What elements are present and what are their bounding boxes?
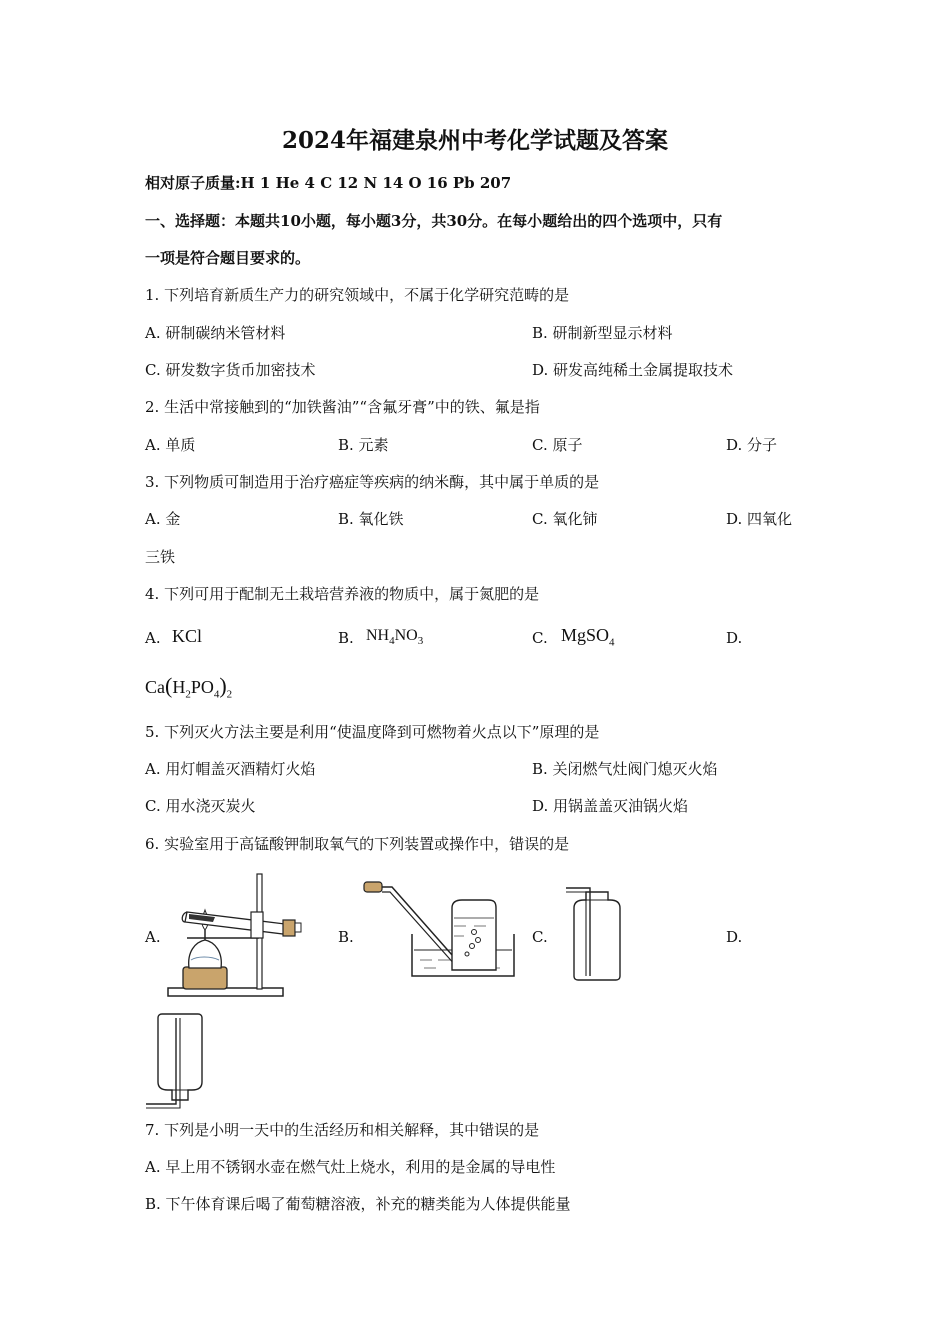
q1-option-d: D. 研发高纯稀土金属提取技术 — [532, 361, 734, 379]
q2-option-c: C. 原子 — [532, 436, 583, 454]
atomic-masses: 相对原子质量:H 1 He 4 C 12 N 14 O 16 Pb 207 — [145, 174, 512, 192]
q4-option-d-formula: $Ca(H_2PO_4)_2$ — [145, 673, 233, 701]
q4-option-a-formula: KCl — [172, 626, 203, 646]
section-heading-line1: 一、选择题：本题共10小题，每小题3分，共30分。在每小题给出的四个选项中，只有 — [145, 212, 723, 230]
q3-option-c: C. 氧化铈 — [532, 510, 598, 528]
q5-option-c: C. 用水浇灭炭火 — [145, 797, 256, 815]
q6-option-b-letter: B. — [338, 928, 354, 946]
question-5-stem: 5. 下列灭火方法主要是利用“使温度降到可燃物着火点以下”原理的是 — [145, 723, 600, 741]
q3-option-d-wrap: 三铁 — [145, 548, 176, 566]
q6-option-a-letter: A. — [145, 928, 161, 946]
q4-option-a-letter: A. — [145, 629, 161, 647]
q1-option-c: C. 研发数字货币加密技术 — [145, 361, 316, 379]
apparatus-d-inverted-bottle — [142, 1012, 212, 1112]
q5-option-b: B. 关闭燃气灶阀门熄灭火焰 — [532, 760, 718, 778]
q3-option-b: B. 氧化铁 — [338, 510, 404, 528]
apparatus-c-gas-bottle — [566, 884, 626, 984]
q7-option-a: A. 早上用不锈钢水壶在燃气灶上烧水，利用的是金属的导电性 — [145, 1158, 556, 1176]
q2-option-d: D. 分子 — [726, 436, 778, 454]
q5-option-d: D. 用锅盖盖灭油锅火焰 — [532, 797, 689, 815]
q7-option-b: B. 下午体育课后喝了葡萄糖溶液，补充的糖类能为人体提供能量 — [145, 1195, 571, 1213]
q3-option-a: A. 金 — [145, 510, 181, 528]
q5-option-a: A. 用灯帽盖灭酒精灯火焰 — [145, 760, 316, 778]
q2-option-a: A. 单质 — [145, 436, 196, 454]
apparatus-b-water-collection — [362, 880, 522, 980]
question-6-stem: 6. 实验室用于高锰酸钾制取氧气的下列装置或操作中，错误的是 — [145, 835, 570, 853]
page-title: 2024年福建泉州中考化学试题及答案 — [281, 127, 668, 154]
apparatus-a-heating-setup — [165, 872, 315, 1000]
q4-option-c-formula: MgSO$_4$ — [561, 625, 615, 649]
question-7-stem: 7. 下列是小明一天中的生活经历和相关解释，其中错误的是 — [145, 1121, 540, 1139]
q3-option-d: D. 四氧化 — [726, 510, 793, 528]
question-2-stem: 2. 生活中常接触到的“加铁酱油”“含氟牙膏”中的铁、氟是指 — [145, 398, 540, 416]
question-3-stem: 3. 下列物质可制造用于治疗癌症等疾病的纳米酶，其中属于单质的是 — [145, 473, 600, 491]
q4-option-d-letter: D. — [726, 629, 743, 647]
q6-option-d-letter: D. — [726, 928, 743, 946]
q4-option-c-letter: C. — [532, 629, 548, 647]
q4-option-b-letter: B. — [338, 629, 354, 647]
q4-option-b-formula: $NH_4NO_3$ — [366, 627, 424, 648]
q6-option-c-letter: C. — [532, 928, 548, 946]
q1-option-b: B. 研制新型显示材料 — [532, 324, 673, 342]
section-heading-line2: 一项是符合题目要求的。 — [145, 249, 311, 267]
question-1-stem: 1. 下列培育新质生产力的研究领域中，不属于化学研究范畴的是 — [145, 286, 570, 304]
q1-option-a: A. 研制碳纳米管材料 — [145, 324, 286, 342]
q2-option-b: B. 元素 — [338, 436, 389, 454]
question-4-stem: 4. 下列可用于配制无土栽培营养液的物质中，属于氮肥的是 — [145, 585, 540, 603]
